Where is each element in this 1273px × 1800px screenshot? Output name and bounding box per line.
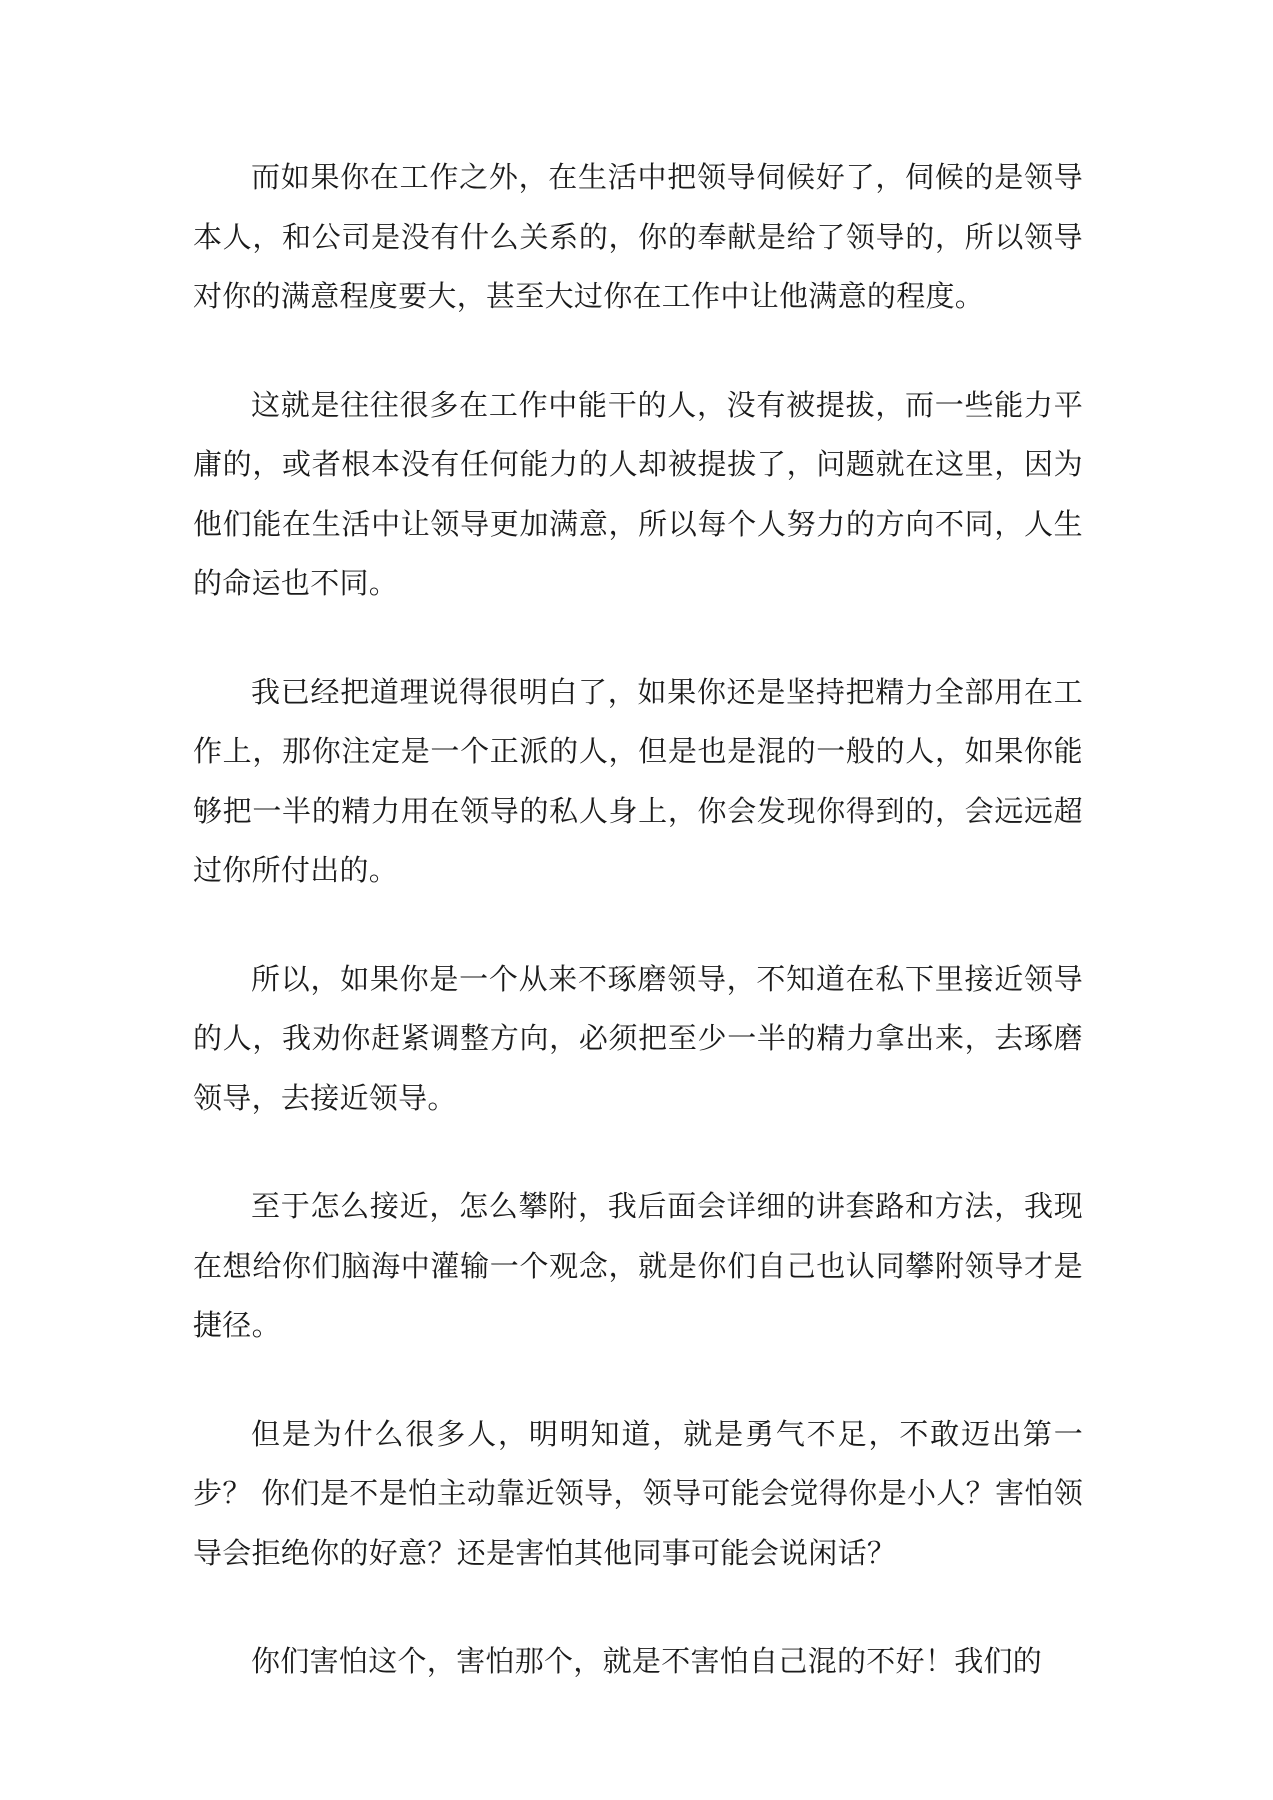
paragraph-6: 但是为什么很多人，明明知道，就是勇气不足，不敢迈出第一步？ 你们是不是怕主动靠近领导，领导可能会觉得你是小人？害怕领导会拒绝你的好意？还是害怕其他同事可能会说闲话？ [193, 1416, 1083, 1570]
paragraph-4: 所以，如果你是一个从来不琢磨领导，不知道在私下里接近领导的人，我劝你赶紧调整方向，必须把至少一半的精力拿出来，去琢磨领导，去接近领导。 [193, 961, 1083, 1115]
paragraph-3: 我已经把道理说得很明白了，如果你还是坚持把精力全部用在工作上，那你注定是一个正派的人，但是也是混的一般的人，如果你能够把一半的精力用在领导的私人身上，你会发现你得到的，会远远超过你所付出的。 [193, 674, 1083, 887]
document-body [193, 148, 1083, 1741]
paragraph-2: 这就是往往很多在工作中能干的人，没有被提拔，而一些能力平庸的，或者根本没有任何能力的人却被提拔了，问题就在这里，因为他们能在生活中让领导更加满意，所以每个人努力的方向不同，人生的命运也不同。 [193, 387, 1083, 600]
paragraph-1: 而如果你在工作之外，在生活中把领导伺候好了，伺候的是领导本人，和公司是没有什么关系的，你的奉献是给了领导的，所以领导对你的满意程度要大，甚至大过你在工作中让他满意的程度。 [193, 160, 1083, 313]
paragraph-5: 至于怎么接近，怎么攀附，我后面会详细的讲套路和方法，我现在想给你们脑海中灌输一个观念，就是你们自己也认同攀附领导才是捷径。 [193, 1189, 1083, 1342]
paragraph-7: 你们害怕这个，害怕那个，就是不害怕自己混的不好！我们的 [251, 1644, 1043, 1678]
